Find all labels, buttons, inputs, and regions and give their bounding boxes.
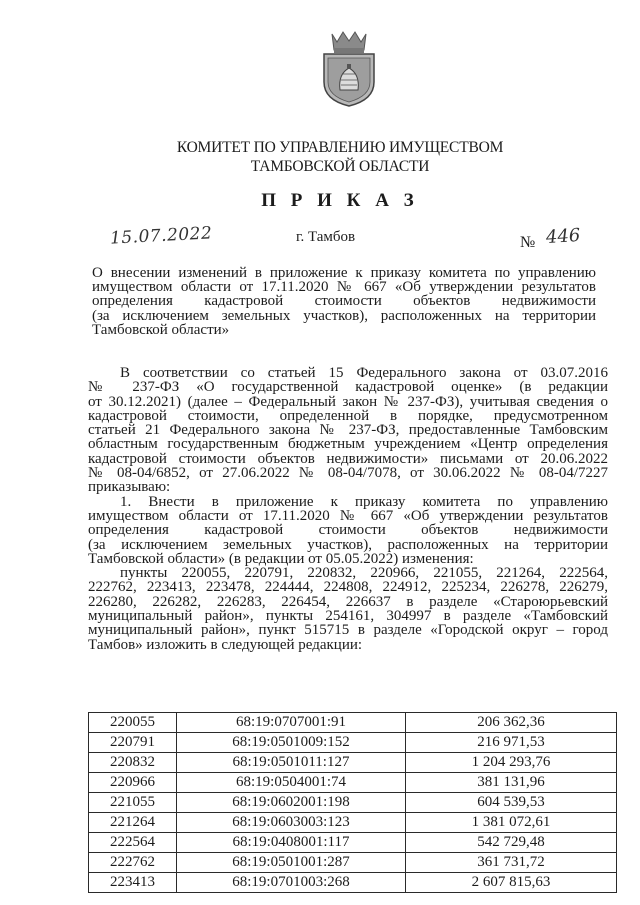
city-label: г. Тамбов xyxy=(296,229,356,245)
number-label: № xyxy=(520,234,536,251)
cadastral-number: 68:19:0501001:287 xyxy=(177,853,406,873)
order-body xyxy=(88,366,608,652)
body-line: № 08-04/6852, от 27.06.2022 № 08-04/7078, от 30.06.2022 № 08-04/7227 xyxy=(88,465,608,482)
body-line: Тамбовской области» (в редакции от 05.05.2022) изменения: xyxy=(88,550,474,567)
committee-name xyxy=(140,138,540,176)
cadastral-value: 604 539,53 xyxy=(406,793,617,813)
cadastral-number: 68:19:0501011:127 xyxy=(177,753,406,773)
cadastral-value: 1 381 072,61 xyxy=(406,813,617,833)
table-row xyxy=(89,753,617,773)
body-line: В соответствии со статьей 15 Федерального закона от 03.07.2016 xyxy=(120,365,608,381)
body-line: № 237-ФЗ «О государственной кадастровой оценке» (в редакции xyxy=(88,379,608,396)
handwritten-number: 446 xyxy=(545,224,582,249)
table-row xyxy=(89,773,617,793)
cadastral-value-table xyxy=(88,712,617,893)
cadastral-number: 68:19:0603003:123 xyxy=(177,813,406,833)
committee-line-1: КОМИТЕТ ПО УПРАВЛЕНИЮ ИМУЩЕСТВОМ xyxy=(176,139,504,156)
body-line: статьей 21 Федерального закона № 237-ФЗ, предоставленные Тамбовским xyxy=(88,422,608,439)
body-line: муниципальный район», пункт 515715 в разделе «Городской округ – город xyxy=(88,622,608,639)
table-row xyxy=(89,733,617,753)
subject-line: Тамбовской области» xyxy=(92,321,230,338)
cadastral-value: 206 362,36 xyxy=(406,713,617,733)
cadastral-number: 68:19:0504001:74 xyxy=(177,773,406,793)
table-row xyxy=(89,853,617,873)
subject-line: определения кадастровой стоимости объектов недвижимости xyxy=(92,293,596,310)
body-line: муниципальный район», пункты 254161, 304997 в разделе «Тамбовский xyxy=(88,608,608,625)
row-item-number: 220966 xyxy=(89,773,177,793)
body-line: кадастровой стоимости объектов недвижимости» письмами от 20.06.2022 xyxy=(88,450,608,467)
coat-of-arms-emblem xyxy=(318,28,380,108)
body-line: 226280, 226282, 226283, 226454, 226637 в разделе «Староюрьевский xyxy=(88,593,608,610)
body-line: определения кадастровой стоимости объектов недвижимости xyxy=(88,522,608,539)
table-row xyxy=(89,793,617,813)
body-line: имуществом области от 17.11.2020 № 667 «Об утверждении результатов xyxy=(88,507,608,524)
table-row xyxy=(89,833,617,853)
body-line: 222762, 223413, 223478, 224444, 224808, 224912, 225234, 226278, 226279, xyxy=(88,579,608,596)
cadastral-value: 542 729,48 xyxy=(406,833,617,853)
body-line: от 30.12.2021) (далее – Федеральный закон № 237-ФЗ), учитывая сведения о xyxy=(88,393,608,410)
body-line: кадастровой стоимости, определенной в порядке, предусмотренном xyxy=(88,407,608,424)
committee-line-2: ТАМБОВСКОЙ ОБЛАСТИ xyxy=(250,158,430,175)
cadastral-number: 68:19:0501009:152 xyxy=(177,733,406,753)
table-row xyxy=(89,813,617,833)
cadastral-number: 68:19:0602001:198 xyxy=(177,793,406,813)
row-item-number: 222564 xyxy=(89,833,177,853)
body-line: (за исключением земельных участков), расположенных на территории xyxy=(88,536,608,553)
order-title: П Р И К А З xyxy=(261,190,419,211)
cadastral-value: 216 971,53 xyxy=(406,733,617,753)
cadastral-value: 1 204 293,76 xyxy=(406,753,617,773)
row-item-number: 220055 xyxy=(89,713,177,733)
subject-line: О внесении изменений в приложение к приказу комитета по управлению xyxy=(92,265,596,281)
cadastral-value: 2 607 815,63 xyxy=(406,873,617,893)
subject-line: имуществом области от 17.11.2020 № 667 «Об утверждении результатов xyxy=(92,279,596,296)
row-item-number: 220832 xyxy=(89,753,177,773)
body-line: областным государственным бюджетным учреждением «Центр определения xyxy=(88,436,608,453)
handwritten-date: 15.07.2022 xyxy=(109,223,213,249)
order-subject xyxy=(92,266,596,337)
table-row xyxy=(89,713,617,733)
row-item-number: 221264 xyxy=(89,813,177,833)
row-item-number: 222762 xyxy=(89,853,177,873)
row-item-number: 221055 xyxy=(89,793,177,813)
cadastral-number: 68:19:0701003:268 xyxy=(177,873,406,893)
cadastral-value: 381 131,96 xyxy=(406,773,617,793)
body-line: Тамбов» изложить в следующей редакции: xyxy=(88,636,363,653)
cadastral-number: 68:19:0707001:91 xyxy=(177,713,406,733)
cadastral-value: 361 731,72 xyxy=(406,853,617,873)
row-item-number: 223413 xyxy=(89,873,177,893)
row-item-number: 220791 xyxy=(89,733,177,753)
cadastral-number: 68:19:0408001:117 xyxy=(177,833,406,853)
body-line: 1. Внести в приложение к приказу комитета по управлению xyxy=(120,493,608,510)
table-row xyxy=(89,873,617,893)
subject-line: (за исключением земельных участков), расположенных на территории xyxy=(92,307,596,324)
body-line: пункты 220055, 220791, 220832, 220966, 221055, 221264, 222564, xyxy=(120,565,608,582)
body-line: приказываю: xyxy=(88,479,171,496)
